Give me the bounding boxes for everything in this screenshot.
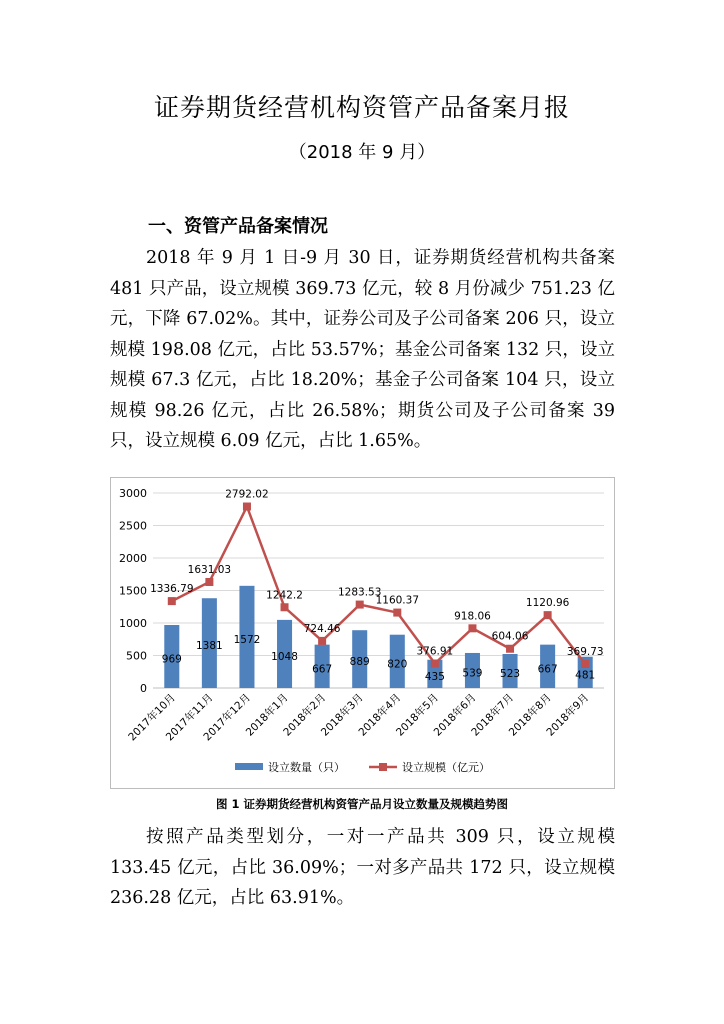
bar-label: 435 — [424, 670, 445, 683]
line-point — [243, 503, 251, 511]
line-label: 724.46 — [303, 622, 341, 635]
x-tick-label: 2018年9月 — [544, 691, 592, 739]
line-label: 2792.02 — [225, 488, 269, 501]
line-point — [544, 611, 552, 619]
bar-label: 1381 — [196, 640, 223, 653]
y-tick-label: 1500 — [119, 584, 147, 598]
document-subtitle: （2018 年 9 月） — [288, 142, 436, 163]
line-point — [281, 603, 289, 611]
line-label: 604.06 — [491, 630, 529, 643]
x-tick-label: 2018年1月 — [243, 691, 291, 739]
line-point — [431, 660, 439, 668]
y-tick-label: 3000 — [119, 487, 147, 500]
x-tick-label: 2018年3月 — [318, 691, 366, 739]
bar-label: 889 — [349, 656, 370, 669]
y-tick-label: 2500 — [119, 519, 147, 533]
legend-bar-label: 设立数量（只） — [268, 761, 345, 774]
line-point — [318, 637, 326, 645]
line-point — [205, 578, 213, 586]
figure-caption: 图 1 证券期货经营机构资管产品月设立数量及规模趋势图 — [215, 797, 508, 811]
section-heading: 一、资管产品备案情况 — [148, 216, 328, 237]
line-label: 918.06 — [454, 610, 491, 623]
x-tick-label: 2018年6月 — [431, 691, 479, 739]
line-point — [356, 601, 364, 609]
bar-label: 1048 — [271, 650, 298, 663]
line-label: 1631.03 — [187, 563, 232, 576]
line-point — [393, 609, 401, 617]
x-tick-label: 2017年11月 — [163, 691, 216, 744]
bar-label: 667 — [312, 663, 333, 676]
x-tick-label: 2017年10月 — [126, 691, 178, 744]
bar-label: 667 — [537, 663, 558, 676]
bar-label: 969 — [161, 653, 182, 666]
line-point — [581, 660, 589, 668]
chart-svg — [111, 478, 614, 788]
line-point — [168, 597, 176, 605]
bar-label: 539 — [462, 667, 483, 680]
line-label: 1120.96 — [525, 597, 570, 610]
line-label: 1336.79 — [150, 583, 194, 596]
bar-label: 481 — [575, 669, 596, 682]
line-label: 1283.53 — [337, 586, 382, 599]
paragraph-summary: 2018 年 9 月 1 日-9 月 30 日，证券期货经营机构共备案 481 只产品，设立规模 369.73 亿元，较 8 月份减少 751.23 亿元，下降 67.02%。其中，证券公司及子公司备案 206 只，设立规模 198.08 亿元，占比 53.57%；基金公司备案 132 只，设立规模 67.3 亿元，占比 18.20%；基金子公司备案 104 只，设立规模 98.26 亿元，占比 26.58%；期货公司及子公司备案 39 只，设立规模 6.09 亿元，占比 1.65%。 — [110, 248, 615, 451]
x-tick-label: 2018年5月 — [394, 691, 441, 739]
legend-bar-swatch — [235, 763, 263, 770]
line-point — [468, 624, 476, 632]
bar-label: 523 — [500, 668, 521, 681]
x-tick-label: 2018年4月 — [356, 691, 404, 739]
y-tick-label: 2000 — [119, 552, 147, 565]
x-tick-label: 2018年8月 — [506, 691, 554, 739]
line-label: 369.73 — [566, 645, 604, 658]
line-label: 1160.37 — [375, 594, 420, 607]
legend-line-label: 设立规模（亿元） — [402, 761, 490, 774]
x-tick-label: 2017年12月 — [201, 691, 254, 744]
bar-label: 1572 — [233, 633, 261, 646]
document-title: 证券期货经营机构资管产品备案月报 — [153, 93, 570, 122]
x-tick-label: 2018年2月 — [281, 691, 329, 739]
line-label: 1242.2 — [266, 589, 303, 602]
y-tick-label: 1000 — [119, 617, 147, 630]
line-point — [506, 645, 514, 653]
y-tick-label: 0 — [140, 682, 147, 695]
bar-label: 820 — [387, 658, 408, 671]
paragraph-product-type: 按照产品类型划分，一对一产品共 309 只，设立规模 133.45 亿元，占比 36.09%；一对多产品共 172 只，设立规模 236.28 亿元，占比 63.91%。 — [110, 827, 615, 908]
trend-chart — [110, 477, 615, 789]
x-tick-label: 2018年7月 — [469, 691, 517, 739]
y-tick-label: 500 — [126, 649, 147, 663]
legend-line-marker — [379, 763, 387, 771]
line-label: 376.91 — [416, 645, 454, 658]
